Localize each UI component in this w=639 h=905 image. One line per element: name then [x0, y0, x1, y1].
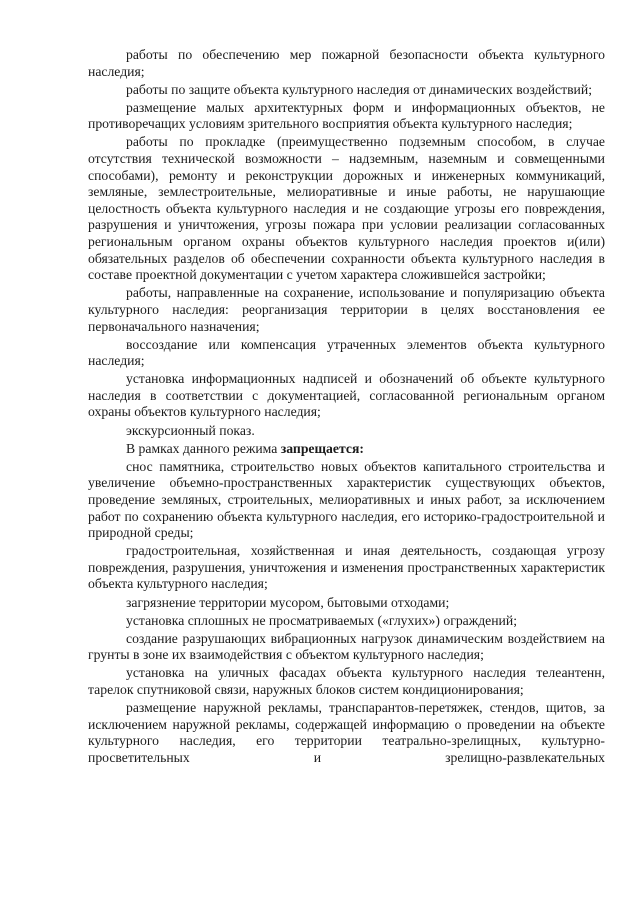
prohibited-heading [88, 441, 605, 458]
prohibited-item-activity: градостроительная, хозяйственная и иная деятельность, создающая угрозу повреждения, разрушения, уничтожения и изменения пространственных характеристик объекта культурного наследия; [88, 543, 605, 592]
paragraph-fire-safety: работы по обеспечению мер пожарной безопасности объекта культурного наследия; [88, 47, 605, 79]
paragraph-dynamic-protection: работы по защите объекта культурного наследия от динамических воздействий; [126, 81, 593, 97]
prohibited-bold: запрещается: [280, 440, 364, 456]
prohibited-item-demolition: снос памятника, строительство новых объектов капитального строительства и увеличение объемно-пространственных характеристик существующих объектов, проведение земляных, строительных, мелиоративных и иных работ, за исключением работ по сохранению объекта культурного наследия, его историко-градостроительной и природной среды; [88, 458, 605, 541]
paragraph-signage: установка информационных надписей и обозначений об объекте культурного наследия в соответствии с документацией, согласованной региональным органом охраны объектов культурного наследия; [88, 371, 605, 420]
prohibited-item-fences: установка сплошных не просматриваемых («глухих») ограждений; [126, 612, 518, 628]
paragraph-recreation: воссоздание или компенсация утраченных элементов объекта культурного наследия; [88, 336, 605, 369]
document-page [88, 47, 605, 768]
prohibited-item-antennas: установка на уличных фасадах объекта культурного наследия телеантенн, тарелок спутниковой связи, наружных блоков систем кондиционирования; [88, 665, 605, 697]
paragraph-small-forms: размещение малых архитектурных форм и информационных объектов, не противоречащих условиям зрительного восприятия объекта культурного наследия; [88, 99, 605, 132]
paragraph-utilities: работы по прокладке (преимущественно подземным способом, в случае отсутствия технической возможности – надземным, наземным и совмещенными способами), ремонту и реконструкции дорожных и инженерных коммуникаций, земляные, землестроительные, мелиоративные и иные работы, не нарушающие целостность объекта культурного наследия и не создающие угрозы его повреждения, разрушения и уничтожения, угрозы пожара при условии реализации согласованных региональным органом охраны объектов культурного наследия проектов и(или) обязательных разделов об обеспечении сохранности объекта культурного наследия в составе проектной документации с учетом характера сложившейся застройки; [88, 134, 605, 283]
paragraph-excursion: экскурсионный показ. [126, 422, 255, 438]
paragraph-preservation: работы, направленные на сохранение, использование и популяризацию объекта культурного наследия: реорганизация территории в целях восстановления ее первоначального назначения; [88, 285, 605, 334]
prohibited-item-vibration: создание разрушающих вибрационных нагрузок динамическим воздействием на грунты в зоне их взаимодействия с объектом культурного наследия; [88, 630, 605, 663]
prohibited-item-advertising: размещение наружной рекламы, транспарантов-перетяжек, стендов, щитов, за исключением наружной рекламы, содержащей информацию о проведении на объекте культурного наследия, его территории театрально-зрелищных, культурно-просветительных и зрелищно-развлекательных [88, 700, 605, 765]
prohibited-item-pollution: загрязнение территории мусором, бытовыми отходами; [126, 594, 450, 610]
prohibited-intro: В рамках данного режима [126, 440, 281, 456]
